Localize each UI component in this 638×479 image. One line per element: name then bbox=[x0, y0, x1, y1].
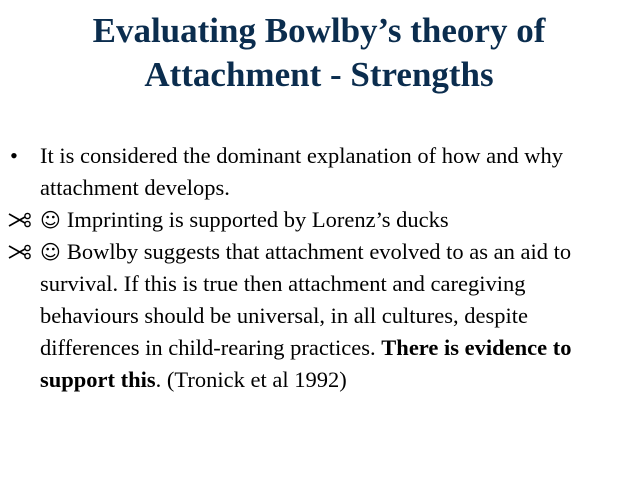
bullet-dot-icon: • bbox=[10, 143, 18, 168]
smiley-icon: ☺ bbox=[40, 208, 61, 232]
bullet-list bbox=[8, 140, 608, 396]
bullet-text-part-1: Bowlby suggests that attachment evolved to as an aid to survival. If this is true then attachment and caregiving behaviours should be universal, in all cultures, despite differences in child-rearing practices. bbox=[40, 239, 572, 360]
title-line-1: Evaluating Bowlby’s theory of bbox=[92, 11, 546, 50]
title-line-2: Attachment - Strengths bbox=[144, 55, 494, 94]
scissors-icon bbox=[8, 244, 32, 260]
bullet-text: Imprinting is supported by Lorenz’s ducks bbox=[66, 207, 449, 232]
scissors-icon bbox=[8, 212, 32, 228]
bullet-text-part-2: . (Tronick et al 1992) bbox=[155, 367, 347, 392]
bullet-item-dominant-explanation bbox=[8, 140, 608, 204]
slide-title bbox=[0, 9, 638, 97]
bullet-text: It is considered the dominant explanation of how and why attachment develops. bbox=[40, 143, 564, 200]
smiley-icon: ☺ bbox=[40, 240, 61, 264]
bullet-item-imprinting bbox=[8, 204, 608, 236]
bullet-text-bold: There is evidence to support this bbox=[40, 335, 572, 392]
bullet-item-bowlby-survival bbox=[8, 236, 608, 396]
